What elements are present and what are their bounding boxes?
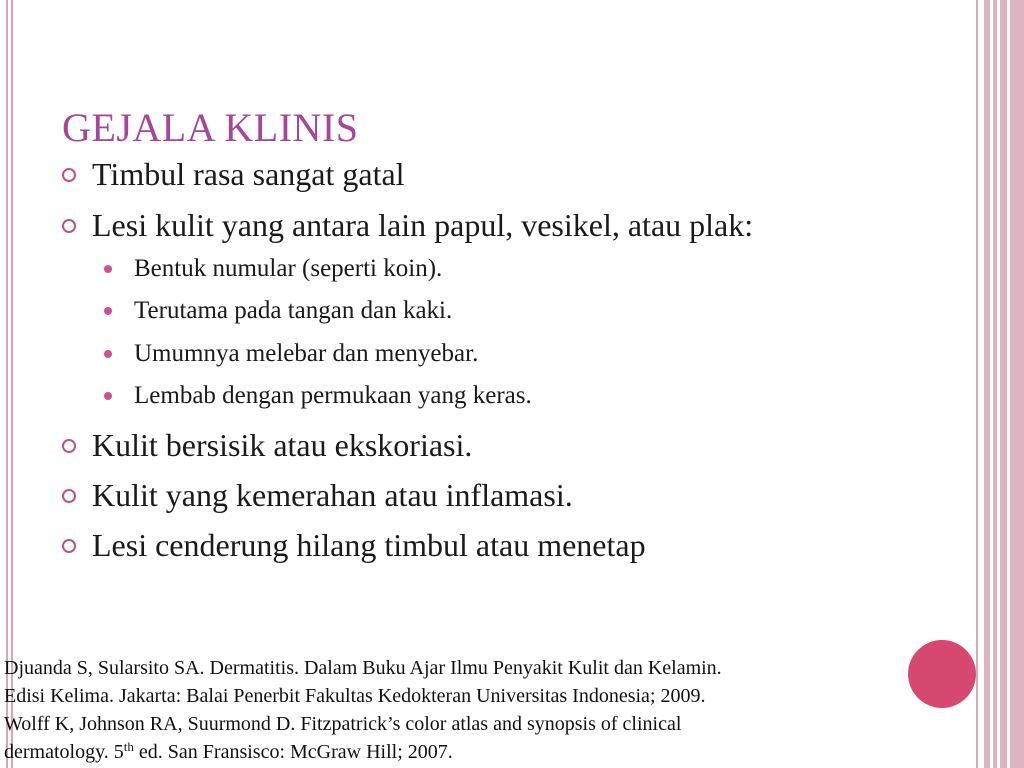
ring-bullet-icon <box>62 219 76 233</box>
slide-title: GEJALA KLINIS <box>62 105 359 150</box>
ring-bullet-icon <box>62 489 76 503</box>
ring-bullet-icon <box>62 168 76 182</box>
dot-bullet-icon <box>104 307 112 315</box>
right-decor-stripe <box>1010 0 1024 768</box>
sub-bullet-text: Terutama pada tangan dan kaki. <box>134 297 453 324</box>
reference-text: ed. San Fransisco: McGraw Hill; 2007. <box>133 741 453 763</box>
left-decor-stripe <box>6 0 8 768</box>
superscript: th <box>123 739 134 754</box>
references <box>4 654 1014 766</box>
bullet-text: Lesi cenderung hilang timbul atau menetap <box>92 527 646 563</box>
dot-bullet-icon <box>104 265 112 273</box>
bullet-text: Kulit yang kemerahan atau inflamasi. <box>92 477 573 513</box>
reference-line: Djuanda S, Sularsito SA. Dermatitis. Dalam Buku Ajar Ilmu Penyakit Kulit dan Kelamin. <box>4 657 722 679</box>
ring-bullet-icon <box>62 439 76 453</box>
sub-bullet-text: Umumnya melebar dan menyebar. <box>134 340 479 367</box>
bullet-text: Timbul rasa sangat gatal <box>92 156 405 192</box>
dot-bullet-icon <box>104 350 112 358</box>
reference-text: dermatology. 5 <box>4 741 124 763</box>
right-decor-stripe <box>1000 0 1007 768</box>
bullet-text: Lesi kulit yang antara lain papul, vesikel, atau plak: <box>92 207 754 243</box>
reference-line: Edisi Kelima. Jakarta: Balai Penerbit Fakultas Kedokteran Universitas Indonesia; 2009. <box>4 685 706 707</box>
ring-bullet-icon <box>62 539 76 553</box>
dot-bullet-icon <box>104 392 112 400</box>
right-decor-stripe <box>993 0 997 768</box>
bullet-text: Kulit bersisik atau ekskoriasi. <box>92 427 473 463</box>
sub-bullet-text: Lembab dengan permukaan yang keras. <box>134 382 532 409</box>
right-decor-stripe <box>984 0 990 768</box>
right-decor-stripe <box>976 0 978 768</box>
reference-line <box>4 738 1014 766</box>
sub-bullet-text: Bentuk numular (seperti koin). <box>134 255 443 282</box>
reference-line: Wolff K, Johnson RA, Suurmond D. Fitzpatrick’s color atlas and synopsis of clinical <box>4 713 682 735</box>
left-decor-stripe <box>11 0 13 768</box>
